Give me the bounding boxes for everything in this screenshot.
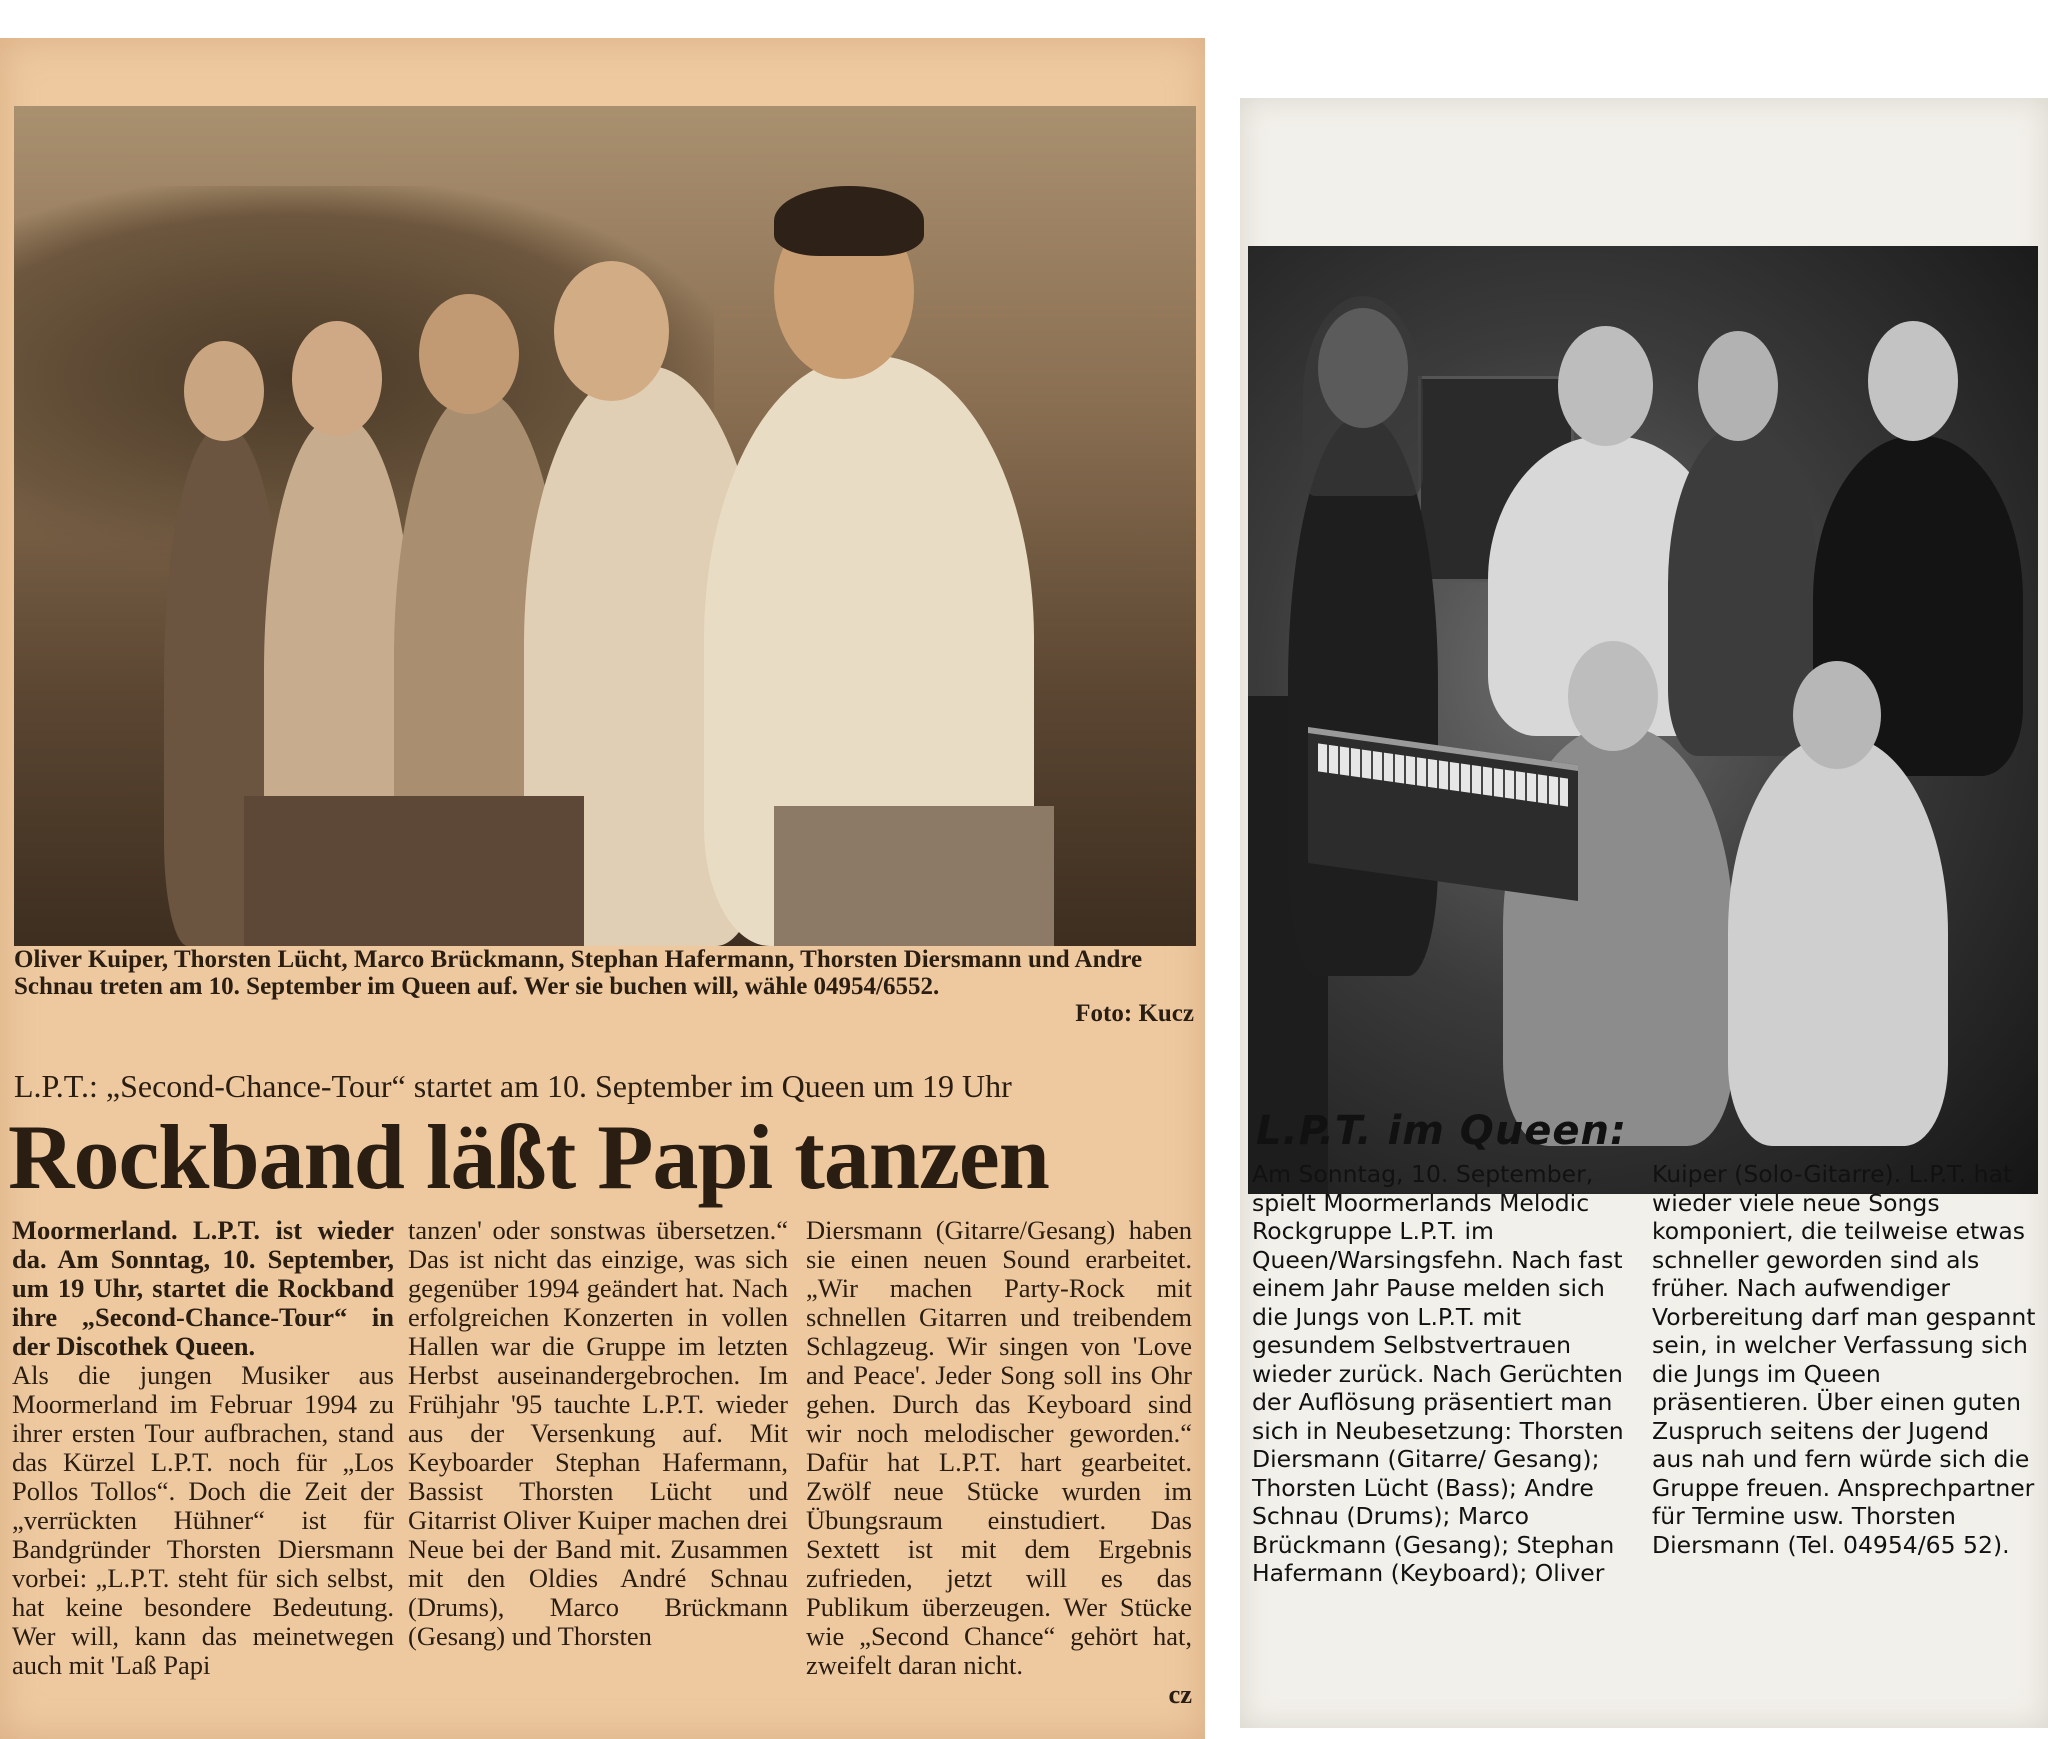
band-photo-outdoor <box>14 106 1196 946</box>
article-body-1: Am Sonntag, 10. September, spielt Moormerlands Melodic Rockgruppe L.P.T. im Queen/Warsingsfehn. Nach fast einem Jahr Pause melden sich die Jungs von L.P.T. mit gesundem Selbstvertrauen wieder zurück. Nach Gerüchten der Auflösung präsentiert man sich in Neubesetzung: Thorsten Diersmann (Gitarre/ Gesang); Thorsten Lücht (Bass); Andre Schnau (Drums); Marco Brückmann (Gesang); Stephan Hafermann (Keyboard); Oliver <box>1252 1160 1624 1587</box>
article-column-1 <box>12 1216 394 1680</box>
right-newspaper-clipping <box>1240 98 2048 1728</box>
article-column-1 <box>1252 1160 1644 1588</box>
article-headline: Rockband läßt Papi tanzen <box>8 1106 1049 1208</box>
band-photo-rehearsal <box>1248 246 2038 1194</box>
photo-caption <box>14 946 1194 1027</box>
article-column-2 <box>408 1216 788 1651</box>
article-body-3: Diersmann (Gitarre/Gesang) haben sie einen neuen Sound erarbeitet. „Wir machen Party-Rock mit schnellen Gitarren und treibendem Schlagzeug. Wir singen von 'Love and Peace'. Jeder Song soll ins Ohr gehen. Durch das Keyboard sind wir noch melodischer geworden.“ Dafür hat L.P.T. hart gearbeitet. Zwölf neue Stücke wurden im Übungsraum einstudiert. Das Sextett ist mit dem Ergebnis zufrieden, jetzt will es das Publikum überzeugen. Wer Stücke wie „Second Chance“ gehört hat, zweifelt daran nicht. <box>806 1215 1192 1680</box>
photo-credit: Foto: Kucz <box>1075 1000 1194 1027</box>
caption-text: Oliver Kuiper, Thorsten Lücht, Marco Brückmann, Stephan Hafermann, Thorsten Diersmann und Andre Schnau treten am 10. September im Queen auf. Wer sie buchen will, wähle 04954/6552. <box>14 946 1143 1000</box>
author-signature: cz <box>1168 1679 1192 1709</box>
left-newspaper-clipping <box>0 38 1205 1739</box>
article-column-2 <box>1652 1160 2036 1559</box>
article-body-2: Kuiper (Solo-Gitarre). L.P.T. hat wieder viele neue Songs komponiert, die teilweise etwas schneller geworden sind als früher. Nach aufwendiger Vorbereitung darf man gespannt sein, in welcher Verfassung sich die Jungs im Queen präsentieren. Über einen guten Zuspruch seitens der Jugend aus nah und fern würde sich die Gruppe freuen. Ansprechpartner für Termine usw. Thorsten Diersmann (Tel. 04954/65 52). <box>1652 1160 2036 1559</box>
article-kicker: L.P.T.: „Second-Chance-Tour“ startet am 10. September im Queen um 19 Uhr <box>14 1068 1012 1104</box>
article-body-1: Als die jungen Musiker aus Moormerland im Februar 1994 zu ihrer ersten Tour aufbrachen, stand das Kürzel L.P.T. noch für „Los Pollos Tollos“. Doch die Zeit der „verrückten Hühner“ ist für Bandgründer Thorsten Diersmann vorbei: „L.P.T. steht für sich selbst, hat keine besondere Bedeutung. Wer will, kann das meinetwegen auch mit 'Laß Papi <box>12 1360 394 1680</box>
article-title: L.P.T. im Queen: <box>1256 1108 1628 1154</box>
article-body-2: tanzen' oder sonstwas übersetzen.“ Das ist nicht das einzige, was sich gegenüber 1994 geändert hat. Nach erfolgreichen Konzerten in vollen Hallen war die Gruppe im letzten Herbst auseinandergebrochen. Im Frühjahr '95 tauchte L.P.T. wieder aus der Versenkung auf. Mit Keyboarder Stephan Hafermann, Bassist Thorsten Lücht und Gitarrist Oliver Kuiper machen drei Neue bei der Band mit. Zusammen mit den Oldies André Schnau (Drums), Marco Brückmann (Gesang) und Thorsten <box>408 1215 788 1651</box>
article-column-3 <box>806 1216 1192 1709</box>
article-lead: Moormerland. L.P.T. ist wieder da. Am Sonntag, 10. September, um 19 Uhr, startet die Rockband ihre „Second-Chance-Tour“ in der Discothek Queen. <box>12 1215 394 1361</box>
